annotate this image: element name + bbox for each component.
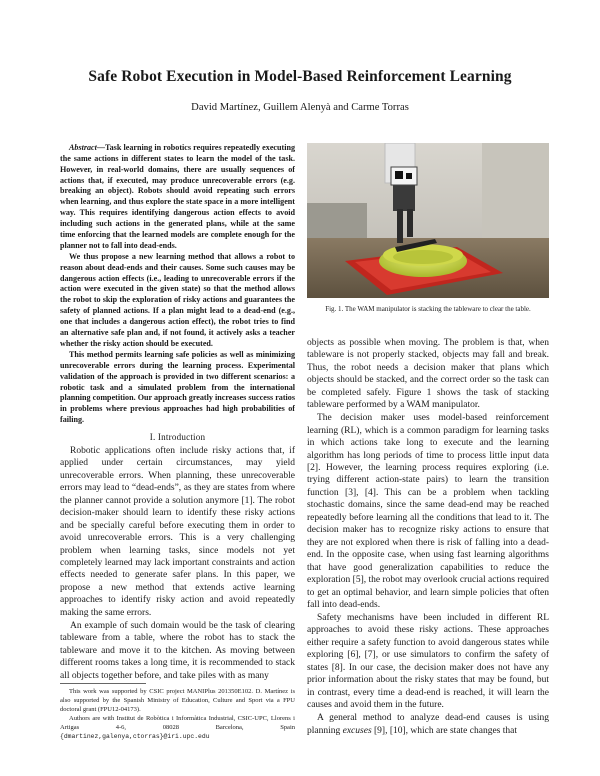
right-paragraph-2: The decision maker uses model-based reinforcement learning (RL), which is a common paradigm for learning tasks in which actions take long to execute and the learning algorithm has long periods of time to process little input data [2]. However, the learning process requires exploring (i.e. trying different action-state pairs) to learn the transition function [3], [4]. This can be a problem when tackling stochastic domains, since the same dead-end may be reached repeatedly before learning all the conditions that lead to it. The decision maker has to recognize risky actions to ensure that they are not explored when there is risk of falling into a dead-end. In the opposite case, when using fast learning algorithms that have good generalization capabilities to reduce the exploration [5], the robot may overlook crucial actions required to get an optimal behavior, and learn simple policies that often fall into dead-ends. [307, 413, 549, 611]
footnote-affiliation-text: Authors are with Institut de Robòtica i Informàtica Industrial, CSIC-UPC, Llorens i Artigas 4-6, 08028 Barcelona, Spain [60, 714, 295, 731]
introduction-paragraph-1: Robotic applications often include risky actions that, if applied under certain circumstances, may yield unrecoverable errors. When planning, these unrecoverable errors may lead to “dead-ends”, as they are states from where the planner cannot provide a solution anymore [1]. The robot decision-maker should learn to identify these risky actions and be specially careful before executing them in order to avoid unrecoverable errors. This is a very challenging problem when learning tasks, since models not yet completely learned may lack important constraints and action effects needed to generate safer plans. In this paper, we propose a new method that extends active learning approaches to identify risky action and avoid repeatedly making the same errors. [60, 445, 295, 618]
footnote [60, 688, 295, 741]
introduction-text [60, 445, 295, 682]
footnote-affiliation [60, 715, 295, 742]
right-paragraph-4-emphasis: excuses [342, 725, 372, 736]
right-column [307, 143, 549, 738]
introduction-paragraph-2: An example of such domain would be the task of clearing tableware from a table, where the robot has to stack the tableware and move it to the kitchen. As moving between different rooms takes a long time, it is recommended to stack all objects together before, and take piles with as many [60, 620, 295, 681]
figure-illustration [307, 143, 549, 298]
left-column [60, 143, 295, 683]
section-heading-introduction: I. Introduction [149, 431, 206, 442]
right-paragraph-4-start: A general method to analyze dead-end causes is using planning [307, 713, 549, 736]
abstract-paragraph-2: We thus propose a new learning method that allows a robot to reason about dead-ends and their causes. Some such causes may be dangerous action effects (i.e., leading to unrecoverable errors if the action were executed in the given state) so that the method allows the robot to skip the exploration of risky actions and guarantees the safety of planned actions. If a plan might lead to a dead-end (e.g., one that includes a dangerous action effect), the robot tries to find an alternative safe plan and, if not found, it actively asks a teacher whether the risky action should be executed. [60, 251, 295, 348]
abstract-label: Abstract [69, 143, 97, 152]
right-paragraph-3: Safety mechanisms have been included in different RL approaches to avoid these risky actions. These approaches either require a safety function to avoid dangerous states while exploring [6], [7], or use simulators to confirm the safety of states [8]. In our case, the decision maker does not have any prior information about the risky states that may be found, but in contrast, every time a dead-end is reached, it will learn the causes and avoid them in the future. [307, 612, 549, 711]
right-paragraph-4-end: [9], [10], which are state changes that [371, 725, 517, 736]
robot-arm-photo [307, 143, 549, 298]
abstract-text-1: —Task learning in robotics requires repeatedly executing the same actions in different states to learn the model of the task. However, in real-world domains, there are usually sequences of actions that, if executed, may produce unrecoverable errors (e.g. breaking an object). Robots should avoid repeating such errors when learning, and thus explore the state space in a more intelligent way. This requires identifying dangerous action effects to avoid including such actions in the generated plans, while at the same time enforcing that the learned models are complete enough for the planner not to fall into dead-ends. [60, 143, 295, 250]
footnote-rule [60, 683, 146, 684]
figure-caption: Fig. 1. The WAM manipulator is stacking the tableware to clear the table. [325, 305, 531, 313]
paper-authors: David Martínez, Guillem Alenyà and Carme Torras [191, 102, 409, 113]
right-column-text [307, 337, 549, 737]
footnote-emails: {dmartinez,galenya,ctorras}@iri.upc.edu [60, 732, 210, 740]
footnote-funding: This work was supported by CSIC project MANIPlus 201350E102. D. Martínez is also supported by the Spanish Ministry of Education, Culture and Sport via a FPU doctoral grant (FPU12-04173). [60, 688, 295, 713]
right-paragraph-1: objects as possible when moving. The problem is that, when tableware is not properly stacked, objects may fall and break. Thus, the robot needs a decision maker that plans which objects should be stacked, and the correct order so the task can be completed safely. Figure 1 shows the task of stacking tableware performed by a WAM manipulator. [307, 338, 549, 411]
abstract-paragraph-3: This method permits learning safe policies as well as minimizing unrecoverable errors during the learning process. Experimental validation of the approach is provided in two different scenarios: a robotic task and a simulated problem from the international planning competition. Our approach greatly increases success ratios in problems where previous approaches had high probabilities of failing. [60, 350, 295, 425]
right-paragraph-4 [307, 712, 549, 737]
abstract [60, 143, 295, 426]
abstract-paragraph-1 [60, 143, 295, 251]
paper-title: Safe Robot Execution in Model-Based Reinforcement Learning [88, 68, 512, 85]
